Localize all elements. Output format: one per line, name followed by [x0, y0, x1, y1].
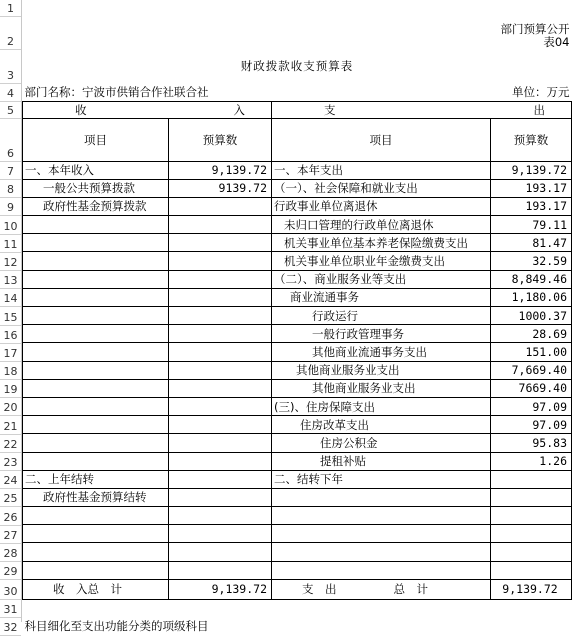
sheet-row	[23, 49, 572, 83]
row-divider	[0, 343, 21, 344]
out-budget-cell: 1,180.06	[491, 288, 572, 306]
out-item-cell	[272, 543, 491, 561]
out-item-cell: （二）、商业服务业等支出	[272, 270, 491, 288]
table-row	[23, 288, 572, 306]
in-budget-cell	[169, 416, 272, 434]
row-divider	[0, 16, 21, 17]
row-divider	[0, 215, 21, 216]
table-row	[23, 379, 572, 397]
in-item-cell	[23, 507, 169, 525]
out-budget-cell: 81.47	[491, 234, 572, 252]
col-header-budget: 预算数	[491, 118, 572, 161]
out-item-cell: 其他商业流通事务支出	[272, 343, 491, 361]
out-budget-cell: 1.26	[491, 452, 572, 470]
table-row	[23, 179, 572, 197]
row-divider	[0, 325, 21, 326]
out-item-cell: 提租补贴	[272, 452, 491, 470]
in-budget-cell	[169, 288, 272, 306]
table-row	[23, 197, 572, 215]
row-divider	[0, 415, 21, 416]
row-number: 25	[3, 492, 18, 505]
col-header-item: 项目	[23, 118, 169, 161]
in-budget-cell	[169, 252, 272, 270]
table-row	[23, 525, 572, 543]
in-item-cell	[23, 452, 169, 470]
row-number: 17	[3, 347, 18, 360]
in-item-cell: 政府性基金预算拨款	[23, 197, 169, 215]
out-budget-cell: 193.17	[491, 197, 572, 215]
table-row	[23, 325, 572, 343]
in-item-cell	[23, 343, 169, 361]
row-divider	[0, 561, 21, 562]
in-item-cell	[23, 561, 169, 579]
sheet-row	[23, 83, 572, 101]
row-divider	[0, 118, 21, 119]
row-divider	[0, 470, 21, 471]
in-budget-cell	[169, 197, 272, 215]
row-number: 19	[3, 383, 18, 396]
row-divider	[0, 397, 21, 398]
row-divider	[0, 288, 21, 289]
row-divider	[0, 161, 21, 162]
row-number: 21	[3, 420, 18, 433]
out-budget-cell: 8,849.46	[491, 270, 572, 288]
row-number: 3	[7, 69, 14, 82]
row-number: 6	[7, 147, 14, 160]
in-item-cell	[23, 325, 169, 343]
in-item-cell	[23, 288, 169, 306]
out-item-cell	[272, 507, 491, 525]
table-row	[23, 561, 572, 579]
in-item-cell	[23, 543, 169, 561]
row-number: 24	[3, 474, 18, 487]
row-number: 22	[3, 438, 18, 451]
row-number: 7	[7, 165, 14, 178]
in-item-cell	[23, 361, 169, 379]
out-budget-cell: 97.09	[491, 416, 572, 434]
out-budget-cell	[491, 488, 572, 506]
out-budget-cell: 7,669.40	[491, 361, 572, 379]
row-number: 30	[3, 585, 18, 598]
row-number: 9	[7, 201, 14, 214]
out-item-cell: 二、结转下年	[272, 470, 491, 488]
out-item-cell: 住房改革支出	[272, 416, 491, 434]
out-budget-cell: 28.69	[491, 325, 572, 343]
in-budget-cell	[169, 216, 272, 234]
out-budget-cell: 193.17	[491, 179, 572, 197]
table-row	[23, 507, 572, 525]
row-number: 5	[7, 104, 14, 117]
in-item-cell	[23, 252, 169, 270]
out-budget-cell	[491, 507, 572, 525]
row-number: 18	[3, 365, 18, 378]
dept-name: 部门名称：宁波市供销合作社联合社	[24, 84, 209, 99]
out-item-cell: 住房公积金	[272, 434, 491, 452]
income-total-value: 9,139.72	[169, 579, 272, 599]
in-item-cell	[23, 307, 169, 325]
out-budget-cell: 7669.40	[491, 379, 572, 397]
out-budget-cell: 95.83	[491, 434, 572, 452]
out-item-cell: 行政运行	[272, 307, 491, 325]
sheet-row	[23, 0, 572, 16]
table-row	[23, 488, 572, 506]
row-number: 32	[3, 621, 18, 634]
out-item-cell: 其他商业服务业支出	[272, 361, 491, 379]
out-item-cell: 一般行政管理事务	[272, 325, 491, 343]
row-divider	[0, 361, 21, 362]
in-item-cell	[23, 416, 169, 434]
in-budget-cell	[169, 270, 272, 288]
sheet-row	[23, 16, 572, 49]
row-number: 23	[3, 456, 18, 469]
row-divider	[0, 525, 21, 526]
income-total-label: 收 入 总 计	[23, 579, 169, 599]
row-number: 29	[3, 565, 18, 578]
expense-group-header: 支 出	[272, 101, 572, 118]
header-row-columns	[23, 118, 572, 161]
row-number: 27	[3, 529, 18, 542]
table-row	[23, 252, 572, 270]
row-number: 20	[3, 401, 18, 414]
out-budget-cell	[491, 543, 572, 561]
row-divider	[0, 506, 21, 507]
in-item-cell	[23, 270, 169, 288]
row-number: 16	[3, 329, 18, 342]
out-budget-cell: 97.09	[491, 397, 572, 415]
out-item-cell: 未归口管理的行政单位离退休	[272, 216, 491, 234]
in-budget-cell	[169, 361, 272, 379]
in-item-cell: 一、本年收入	[23, 161, 169, 179]
row-number: 10	[3, 220, 18, 233]
in-item-cell	[23, 379, 169, 397]
in-budget-cell	[169, 343, 272, 361]
in-item-cell: 二、上年结转	[23, 470, 169, 488]
row-divider	[0, 617, 21, 618]
row-number: 8	[7, 183, 14, 196]
header-row-group	[23, 101, 572, 118]
table-row	[23, 234, 572, 252]
in-budget-cell: 9,139.72	[169, 161, 272, 179]
in-budget-cell: 9139.72	[169, 179, 272, 197]
row-divider	[0, 270, 21, 271]
out-budget-cell	[491, 561, 572, 579]
table-row	[23, 270, 572, 288]
out-item-cell	[272, 488, 491, 506]
sheet-row	[23, 617, 572, 635]
out-item-cell: 其他商业服务业支出	[272, 379, 491, 397]
row-divider	[0, 234, 21, 235]
row-divider	[0, 488, 21, 489]
out-budget-cell: 151.00	[491, 343, 572, 361]
in-budget-cell	[169, 452, 272, 470]
row-number: 12	[3, 256, 18, 269]
unit-label: 单位：万元	[512, 84, 570, 99]
out-item-cell: 机关事业单位职业年金缴费支出	[272, 252, 491, 270]
sheet-row	[23, 599, 572, 617]
table-row	[23, 416, 572, 434]
row-divider	[0, 543, 21, 544]
table-row	[23, 470, 572, 488]
out-item-cell: （一）、社会保障和就业支出	[272, 179, 491, 197]
table-row	[23, 307, 572, 325]
out-item-cell: 行政事业单位离退休	[272, 197, 491, 215]
in-item-cell	[23, 216, 169, 234]
row-number: 2	[7, 35, 14, 48]
row-number: 4	[7, 87, 14, 100]
row-number: 31	[3, 603, 18, 616]
row-divider	[0, 599, 21, 600]
in-budget-cell	[169, 379, 272, 397]
row-divider	[0, 101, 21, 102]
row-divider	[0, 197, 21, 198]
row-number: 11	[3, 238, 18, 251]
out-budget-cell: 1000.37	[491, 307, 572, 325]
footnote: 科目细化至支出功能分类的项级科目	[24, 619, 209, 634]
table-row	[23, 397, 572, 415]
in-budget-cell	[169, 507, 272, 525]
out-budget-cell	[491, 470, 572, 488]
col-header-item: 项目	[272, 118, 491, 161]
row-divider	[0, 434, 21, 435]
in-budget-cell	[169, 561, 272, 579]
col-header-budget: 预算数	[169, 118, 272, 161]
row-divider	[0, 83, 21, 84]
in-budget-cell	[169, 397, 272, 415]
row-number: 15	[3, 311, 18, 324]
expense-total-value: 9,139.72	[491, 579, 572, 599]
in-budget-cell	[169, 325, 272, 343]
table-row	[23, 161, 572, 179]
total-row	[23, 579, 572, 599]
out-item-cell: 一、本年支出	[272, 161, 491, 179]
out-item-cell	[272, 525, 491, 543]
out-budget-cell: 9,139.72	[491, 161, 572, 179]
row-number: 1	[7, 2, 14, 15]
table-row	[23, 434, 572, 452]
out-budget-cell: 79.11	[491, 216, 572, 234]
out-item-cell	[272, 561, 491, 579]
row-divider	[0, 379, 21, 380]
budget-table	[22, 0, 572, 635]
row-divider	[0, 306, 21, 307]
expense-total-label: 支 出 总 计	[272, 579, 491, 599]
in-budget-cell	[169, 543, 272, 561]
table-row	[23, 361, 572, 379]
table-row	[23, 452, 572, 470]
in-budget-cell	[169, 470, 272, 488]
out-item-cell: 机关事业单位基本养老保险缴费支出	[272, 234, 491, 252]
in-budget-cell	[169, 307, 272, 325]
in-budget-cell	[169, 434, 272, 452]
in-item-cell	[23, 397, 169, 415]
doc-code: 部门预算公开表04	[500, 22, 570, 49]
in-budget-cell	[169, 234, 272, 252]
row-divider	[0, 579, 21, 580]
in-item-cell	[23, 234, 169, 252]
out-budget-cell	[491, 525, 572, 543]
table-row	[23, 343, 572, 361]
in-item-cell: 政府性基金预算结转	[23, 488, 169, 506]
row-divider	[0, 49, 21, 50]
out-item-cell: (三)、住房保障支出	[272, 397, 491, 415]
in-item-cell: 一般公共预算拨款	[23, 179, 169, 197]
row-number: 28	[3, 547, 18, 560]
in-budget-cell	[169, 525, 272, 543]
row-divider	[0, 452, 21, 453]
row-divider	[0, 252, 21, 253]
out-item-cell: 商业流通事务	[272, 288, 491, 306]
row-divider	[0, 179, 21, 180]
income-group-header: 收 入	[23, 101, 272, 118]
in-item-cell	[23, 434, 169, 452]
row-number: 26	[3, 511, 18, 524]
in-budget-cell	[169, 488, 272, 506]
table-row	[23, 543, 572, 561]
table-row	[23, 216, 572, 234]
page-title: 财政拨款收支预算表	[240, 59, 354, 73]
out-budget-cell: 32.59	[491, 252, 572, 270]
row-number: 14	[3, 292, 18, 305]
row-number: 13	[3, 274, 18, 287]
row-header-column	[0, 0, 22, 634]
in-item-cell	[23, 525, 169, 543]
